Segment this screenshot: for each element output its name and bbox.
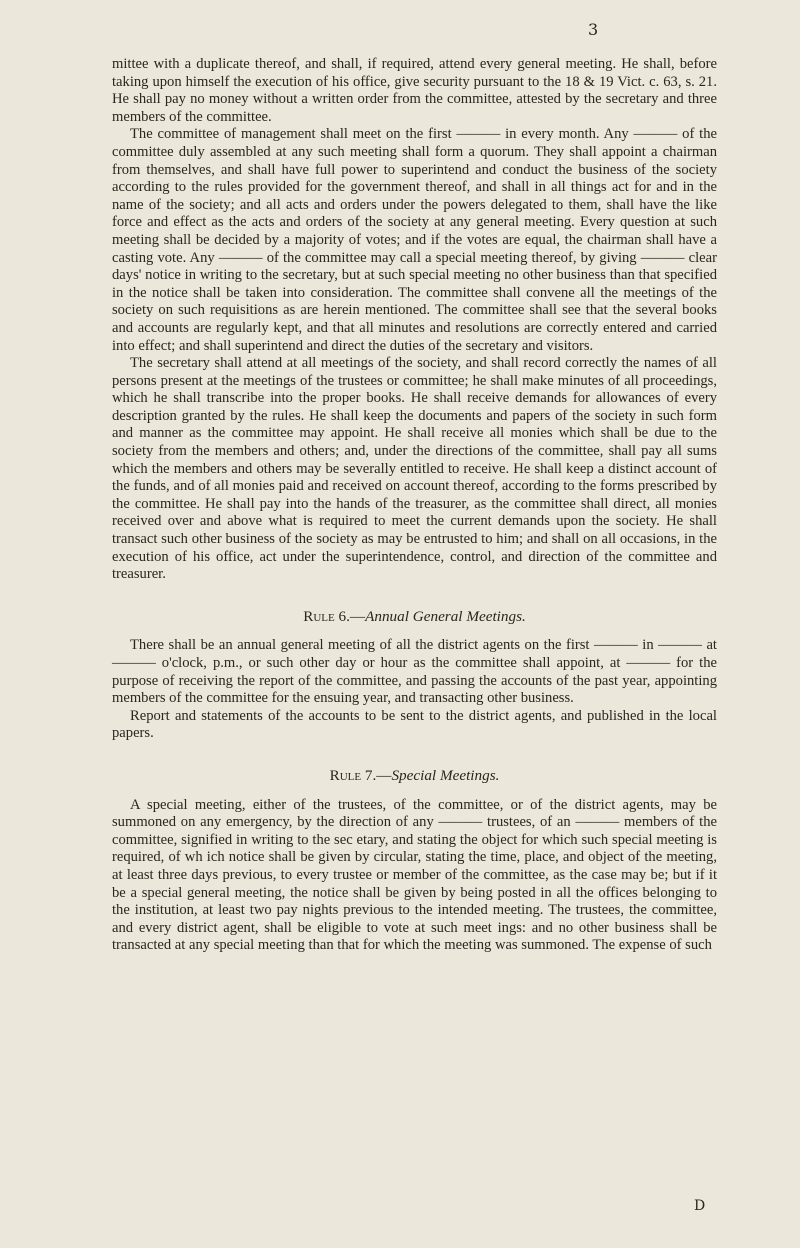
paragraph: The secretary shall attend at all meetings of the society, and shall record correctly the names of all persons present at the meetings of the trustees or committee; he shall make minutes of all proceedings, which he shall transcribe into the proper books. He shall receive demands for allowances of every description granted by the rules. He shall keep the documents and papers of the society in such form and manner as the committee may appoint. He shall receive all monies which shall be due to the society from the members and others; and, under the directions of the committee, shall pay all sums which the members and others may be severally entitled to receive. He shall keep a distinct account of the funds, and of all monies paid and received on account thereof, according to the forms prescribed by the committee. He shall pay into the hands of the treasurer, as the committee shall direct, all monies received over and above what is required to meet the current demands upon the society. He shall transact such other business of the society as may be entrusted to him; and shall on all occasions, in the execution of his office, act under the superintendence, control, and direction of the committee and treasurer.	[112, 355, 717, 583]
paragraph: mittee with a duplicate thereof, and shall, if required, attend every general meeting. He shall, before taking upon himself the execution of his office, give security pursuant to the 18 & 19 Vict. c. 63, s. 21. He shall pay no money without a written order from the committee, attested by the secretary and three members of the committee.	[112, 56, 717, 125]
rule-7-title: Special Meetings.	[391, 766, 500, 784]
document-body	[112, 56, 717, 955]
page-number: 3	[588, 20, 599, 39]
paragraph: A special meeting, either of the trustees, of the committee, or of the district agents, may be summoned on any emergency, by the direction of any ——— trustees, of an ——— members of the committee, signified in writing to the sec etary, and stating the object for which such special meeting is required, of wh ich notice shall be given by circular, stating the time, place, and object of the meeting, at least three days previous, to every trustee or member of the committee, as the case may be; but if it be a special general meeting, the notice shall be given by being posted in all the offices belonging to the institution, at least two pay nights previous to the intended meeting. The trustees, the committee, and every district agent, shall be eligible to vote at such meet ings: and no other business shall be transacted at any special meeting than that for which the meeting was summoned. The expense of such	[112, 796, 717, 954]
rule-7-heading: Rule 7.—Special Meetings.	[329, 766, 500, 784]
rule-6-title: Annual General Meetings.	[365, 607, 526, 625]
signature-mark: D	[694, 1198, 706, 1214]
paragraph: There shall be an annual general meeting of all the district agents on the first ——— in ——— at ——— o'clock, p.m., or such other day or hour as the committee shall appoint, at ——— for the purpose of receiving the report of the committee, and passing the accounts of the past year, appointing members of the committee for the ensuing year, and transacting other business.	[112, 637, 717, 707]
rule-6-heading: Rule 6.—Annual General Meetings.	[303, 607, 526, 625]
paragraph: The committee of management shall meet on the first ——— in every month. Any ——— of the committee duly assembled at any such meeting shall form a quorum. They shall appoint a chairman from themselves, and shall have full power to superintend and conduct the business of the society according to the rules provided for the government thereof, and shall in all things act for and in the name of the society; and all acts and orders under the powers delegated to them, shall have the like force and effect as the acts and orders of the society at any general meeting. Every question at such meeting shall be decided by a majority of votes; and if the votes are equal, the chairman shall have a casting vote. Any ——— of the committee may call a special meeting thereof, by giving ——— clear days' notice in writing to the secretary, but at such special meeting no other business than that specified in the notice shall be taken into consideration. The committee shall convene all the meetings of the society on such requisitions as are herein mentioned. The committee shall see that the several books and accounts are regularly kept, and that all minutes and resolutions are correctly entered and carried into effect; and shall superintend and direct the duties of the secretary and visitors.	[112, 126, 717, 354]
rule-7-label: Rule 7.	[329, 766, 377, 784]
rule-6-label: Rule 6.	[303, 607, 350, 625]
paragraph: Report and statements of the accounts to be sent to the district agents, and published in the local papers.	[112, 707, 717, 742]
